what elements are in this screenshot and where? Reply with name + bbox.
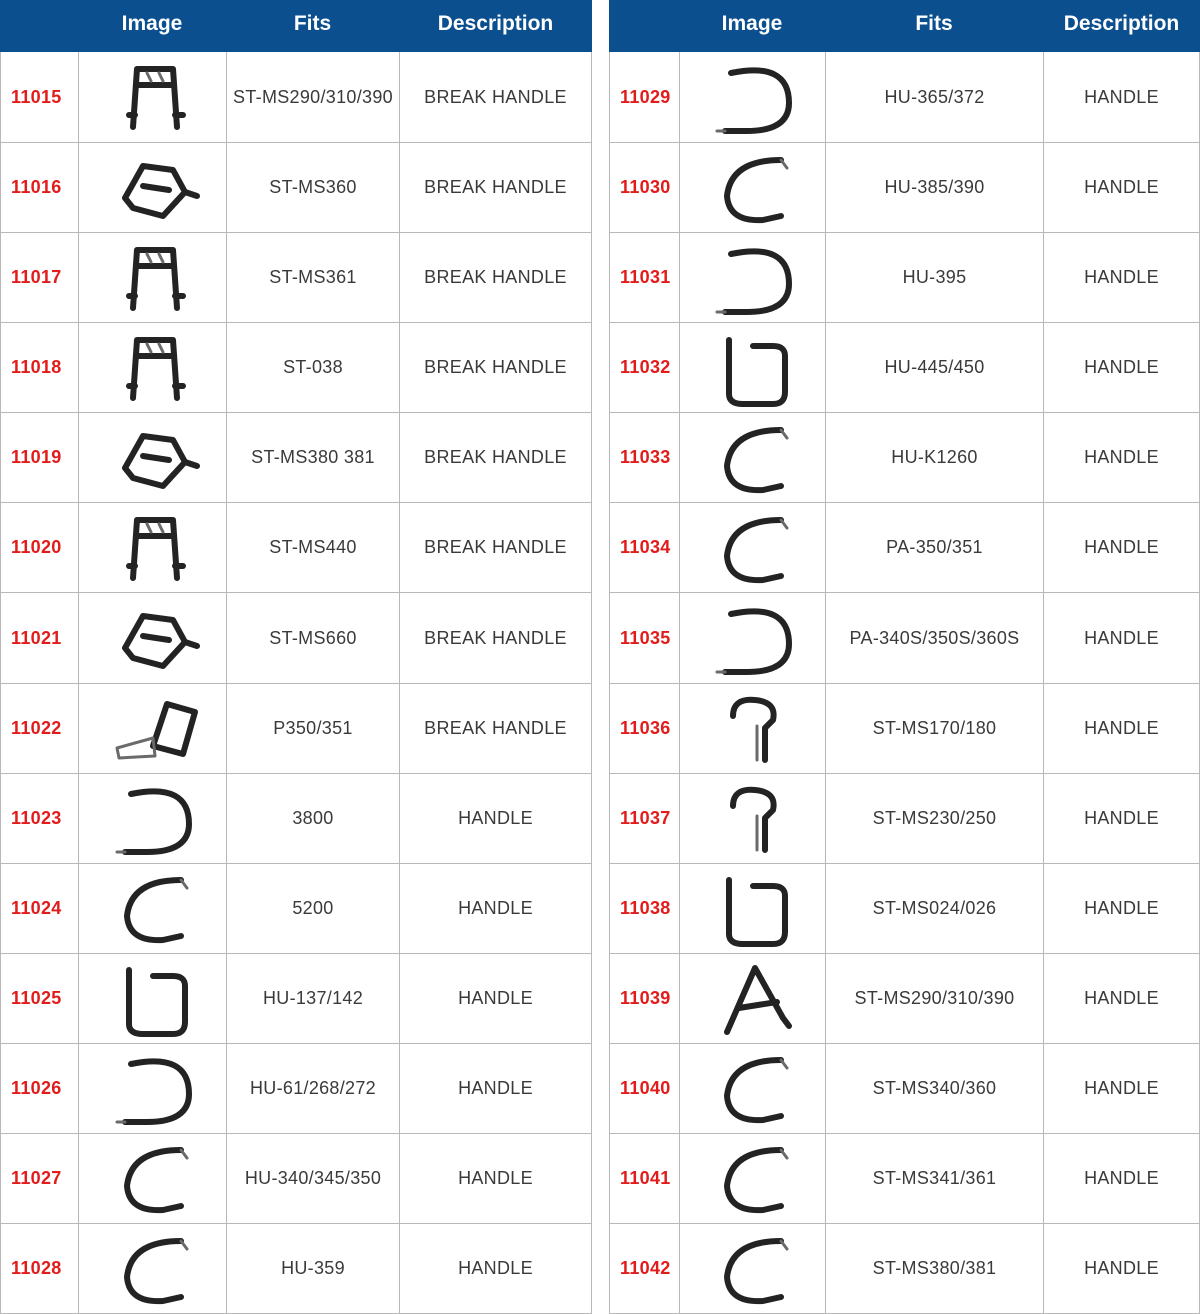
brake-handle-frame-icon: [103, 236, 203, 320]
u-handle-icon: [103, 956, 203, 1040]
part-description: BREAK HANDLE: [399, 413, 592, 502]
part-description: HANDLE: [1043, 954, 1200, 1043]
part-fits: ST-038: [226, 323, 399, 412]
part-code: 11017: [0, 233, 78, 322]
table-header: [0, 0, 592, 52]
part-code: 11040: [609, 1044, 679, 1133]
part-fits: PA-340S/350S/360S: [825, 593, 1043, 682]
brake-handle-angled-icon: [103, 596, 203, 680]
part-description: HANDLE: [1043, 503, 1200, 592]
part-description: HANDLE: [399, 1224, 592, 1313]
c-handle-icon: [103, 1136, 203, 1220]
u-handle-icon: [703, 866, 803, 950]
part-image: [679, 954, 825, 1043]
part-image: [679, 323, 825, 412]
d-handle-icon: [703, 596, 803, 680]
table-row: [0, 953, 592, 1043]
part-code: 11034: [609, 503, 679, 592]
part-fits: ST-MS170/180: [825, 684, 1043, 773]
part-code: 11032: [609, 323, 679, 412]
c-handle-icon: [703, 146, 803, 230]
part-code: 11027: [0, 1134, 78, 1223]
a-handle-icon: [703, 956, 803, 1040]
part-description: HANDLE: [399, 1134, 592, 1223]
part-fits: HU-385/390: [825, 143, 1043, 232]
part-image: [679, 1134, 825, 1223]
d-handle-icon: [103, 776, 203, 860]
part-image: [679, 774, 825, 863]
part-fits: ST-MS024/026: [825, 864, 1043, 953]
c-handle-icon: [703, 1227, 803, 1311]
table-row: [609, 953, 1200, 1043]
part-description: BREAK HANDLE: [399, 503, 592, 592]
part-code: 11039: [609, 954, 679, 1043]
part-fits: ST-MS290/310/390: [226, 52, 399, 142]
part-description: HANDLE: [1043, 413, 1200, 502]
c-handle-icon: [703, 1046, 803, 1130]
table-row: [609, 1133, 1200, 1223]
part-fits: ST-MS380/381: [825, 1224, 1043, 1313]
part-image: [679, 1224, 825, 1313]
part-code: 11020: [0, 503, 78, 592]
parts-table-left: [0, 0, 592, 1314]
part-fits: P350/351: [226, 684, 399, 773]
table-row: [609, 773, 1200, 863]
part-description: HANDLE: [399, 864, 592, 953]
part-code: 11022: [0, 684, 78, 773]
brake-handle-frame-icon: [103, 55, 203, 139]
table-row: [0, 1223, 592, 1313]
part-description: HANDLE: [1043, 52, 1200, 142]
part-fits: ST-MS290/310/390: [825, 954, 1043, 1043]
table-row: [0, 412, 592, 502]
part-code: 11028: [0, 1224, 78, 1313]
part-description: BREAK HANDLE: [399, 684, 592, 773]
part-image: [78, 323, 226, 412]
part-description: BREAK HANDLE: [399, 233, 592, 322]
brake-handle-plate-icon: [103, 686, 203, 770]
header-code: [0, 0, 78, 52]
part-code: 11019: [0, 413, 78, 502]
part-description: BREAK HANDLE: [399, 593, 592, 682]
table-body: [0, 52, 592, 1314]
part-image: [78, 864, 226, 953]
table-row: [0, 683, 592, 773]
table-row: [0, 1133, 592, 1223]
part-fits: PA-350/351: [825, 503, 1043, 592]
table-row: [609, 412, 1200, 502]
c-handle-icon: [103, 1227, 203, 1311]
part-fits: ST-MS660: [226, 593, 399, 682]
part-description: HANDLE: [1043, 684, 1200, 773]
header-code: [609, 0, 679, 52]
part-code: 11026: [0, 1044, 78, 1133]
part-description: BREAK HANDLE: [399, 52, 592, 142]
part-description: HANDLE: [1043, 323, 1200, 412]
part-code: 11025: [0, 954, 78, 1043]
hook-handle-icon: [703, 686, 803, 770]
part-description: HANDLE: [399, 954, 592, 1043]
part-fits: 5200: [226, 864, 399, 953]
c-handle-icon: [703, 416, 803, 500]
part-image: [78, 1134, 226, 1223]
header-description: Description: [437, 12, 554, 35]
part-code: 11030: [609, 143, 679, 232]
table-body: [609, 52, 1200, 1314]
table-row: [609, 1223, 1200, 1313]
part-image: [78, 143, 226, 232]
part-code: 11031: [609, 233, 679, 322]
part-image: [679, 52, 825, 142]
part-image: [679, 143, 825, 232]
part-fits: HU-445/450: [825, 323, 1043, 412]
table-row: [609, 142, 1200, 232]
part-fits: 3800: [226, 774, 399, 863]
table-row: [0, 322, 592, 412]
part-fits: ST-MS340/360: [825, 1044, 1043, 1133]
part-description: HANDLE: [1043, 1044, 1200, 1133]
part-image: [679, 593, 825, 682]
table-header: [609, 0, 1200, 52]
part-image: [78, 413, 226, 502]
part-image: [679, 233, 825, 322]
part-image: [679, 503, 825, 592]
brake-handle-angled-icon: [103, 416, 203, 500]
part-code: 11035: [609, 593, 679, 682]
part-code: 11015: [0, 52, 78, 142]
table-row: [609, 322, 1200, 412]
part-description: HANDLE: [1043, 593, 1200, 682]
part-description: HANDLE: [399, 774, 592, 863]
table-row: [0, 1043, 592, 1133]
part-fits: ST-MS440: [226, 503, 399, 592]
part-fits: HU-395: [825, 233, 1043, 322]
part-fits: HU-61/268/272: [226, 1044, 399, 1133]
part-image: [78, 233, 226, 322]
table-row: [609, 52, 1200, 142]
table-row: [0, 863, 592, 953]
part-code: 11041: [609, 1134, 679, 1223]
part-description: HANDLE: [399, 1044, 592, 1133]
part-code: 11024: [0, 864, 78, 953]
header-image: Image: [721, 12, 783, 35]
part-description: BREAK HANDLE: [399, 323, 592, 412]
table-row: [0, 232, 592, 322]
header-fits: Fits: [915, 12, 953, 35]
part-code: 11016: [0, 143, 78, 232]
part-code: 11037: [609, 774, 679, 863]
table-row: [0, 502, 592, 592]
part-fits: HU-137/142: [226, 954, 399, 1043]
table-row: [609, 1043, 1200, 1133]
part-description: HANDLE: [1043, 1224, 1200, 1313]
part-fits: ST-MS230/250: [825, 774, 1043, 863]
table-row: [609, 592, 1200, 682]
d-handle-icon: [703, 55, 803, 139]
part-fits: ST-MS361: [226, 233, 399, 322]
part-code: 11033: [609, 413, 679, 502]
table-row: [0, 142, 592, 232]
c-handle-icon: [703, 1136, 803, 1220]
part-image: [679, 684, 825, 773]
part-image: [78, 1044, 226, 1133]
d-handle-icon: [103, 1046, 203, 1130]
part-description: HANDLE: [1043, 143, 1200, 232]
part-code: 11042: [609, 1224, 679, 1313]
c-handle-icon: [103, 866, 203, 950]
table-row: [609, 683, 1200, 773]
table-row: [609, 232, 1200, 322]
part-description: HANDLE: [1043, 864, 1200, 953]
part-image: [679, 864, 825, 953]
panel-gap: [592, 0, 609, 1311]
part-image: [78, 954, 226, 1043]
part-code: 11029: [609, 52, 679, 142]
u-handle-icon: [703, 326, 803, 410]
table-row: [0, 52, 592, 142]
part-image: [78, 593, 226, 682]
part-code: 11018: [0, 323, 78, 412]
part-image: [679, 413, 825, 502]
c-handle-icon: [703, 506, 803, 590]
header-image: Image: [121, 12, 183, 35]
d-handle-icon: [703, 236, 803, 320]
part-image: [78, 1224, 226, 1313]
part-description: HANDLE: [1043, 1134, 1200, 1223]
part-image: [78, 52, 226, 142]
part-fits: ST-MS360: [226, 143, 399, 232]
brake-handle-angled-icon: [103, 146, 203, 230]
part-fits: ST-MS380 381: [226, 413, 399, 502]
table-row: [609, 863, 1200, 953]
part-image: [78, 774, 226, 863]
brake-handle-frame-icon: [103, 506, 203, 590]
part-description: HANDLE: [1043, 774, 1200, 863]
part-fits: HU-340/345/350: [226, 1134, 399, 1223]
brake-handle-frame-icon: [103, 326, 203, 410]
part-code: 11021: [0, 593, 78, 682]
part-code: 11023: [0, 774, 78, 863]
table-row: [0, 773, 592, 863]
part-fits: HU-365/372: [825, 52, 1043, 142]
part-description: BREAK HANDLE: [399, 143, 592, 232]
part-code: 11038: [609, 864, 679, 953]
parts-table-right: [609, 0, 1200, 1314]
table-row: [609, 502, 1200, 592]
part-code: 11036: [609, 684, 679, 773]
part-image: [78, 684, 226, 773]
part-fits: HU-359: [226, 1224, 399, 1313]
part-description: HANDLE: [1043, 233, 1200, 322]
header-fits: Fits: [293, 12, 332, 35]
part-fits: ST-MS341/361: [825, 1134, 1043, 1223]
header-description: Description: [1063, 12, 1180, 35]
hook-handle-icon: [703, 776, 803, 860]
part-fits: HU-K1260: [825, 413, 1043, 502]
part-image: [78, 503, 226, 592]
part-image: [679, 1044, 825, 1133]
table-row: [0, 592, 592, 682]
